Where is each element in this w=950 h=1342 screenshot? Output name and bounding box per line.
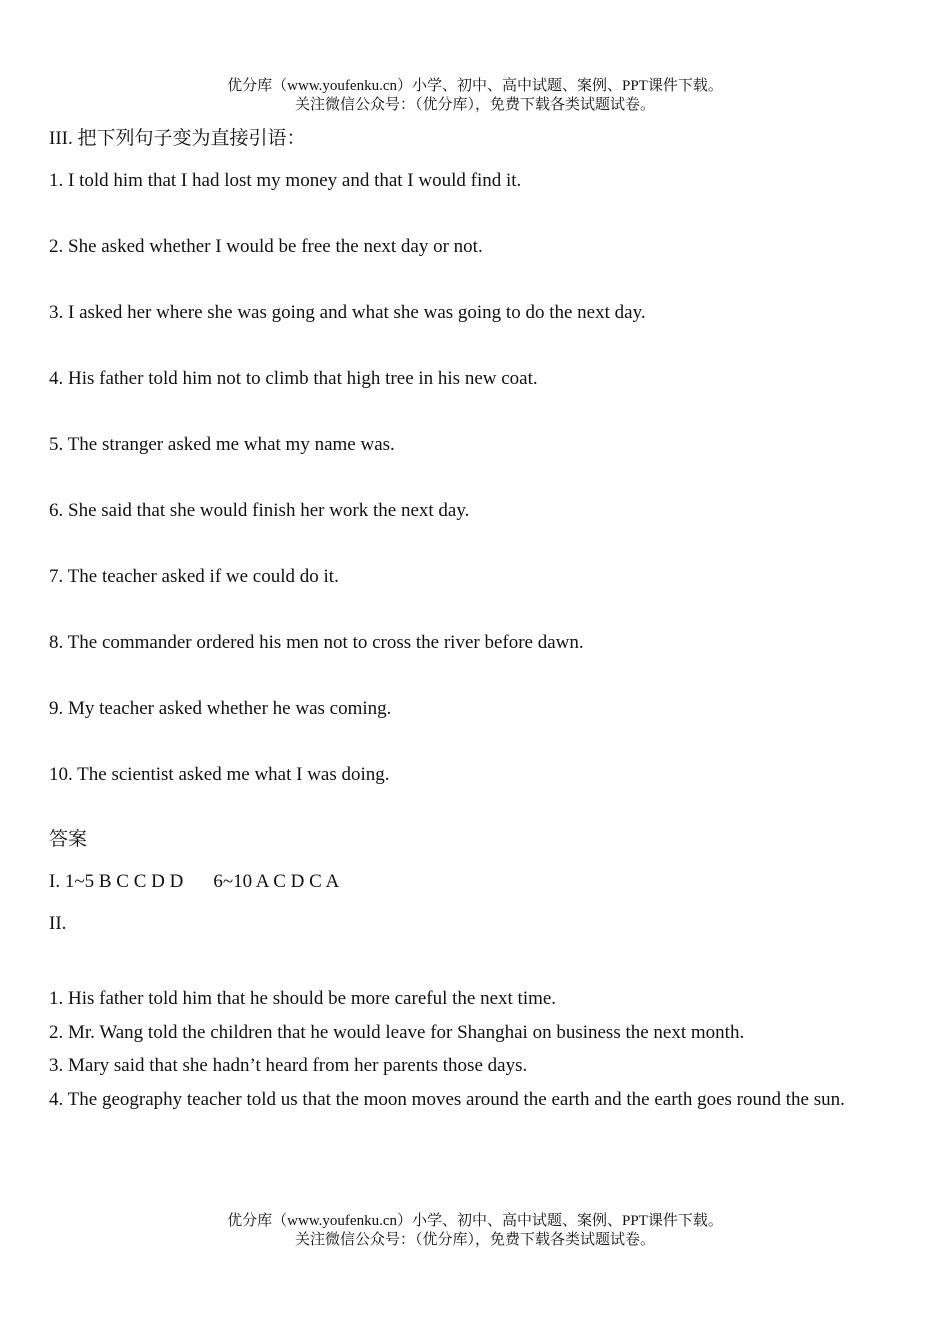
answer-item: 2. Mr. Wang told the children that he would leave for Shanghai on business the next month. <box>49 1021 745 1043</box>
answer-item: 3. Mary said that she hadn’t heard from her parents those days. <box>49 1055 528 1076</box>
header-line-1: 优分库（www.youfenku.cn）小学、初中、高中试题、案例、PPT课件下载。 <box>227 78 723 94</box>
header-line-2: 关注微信公众号：（优分库），免费下载各类试题试卷。 <box>294 97 655 113</box>
answers-part1-first: I. 1~5 B C C D D <box>49 871 184 892</box>
question-item: 1. I told him that I had lost my money and that I would find it. <box>49 170 522 191</box>
question-list <box>49 169 899 829</box>
answers-heading: 答案 <box>49 829 88 850</box>
answer-item: 4. The geography teacher told us that the moon moves around the earth and the earth goes round the sun. <box>49 1088 845 1110</box>
question-item: 7. The teacher asked if we could do it. <box>49 566 339 587</box>
answers-part2-list <box>49 978 899 1121</box>
answer-item: 1. His father told him that he should be more careful the next time. <box>49 988 557 1009</box>
question-item: 2. She asked whether I would be free the next day or not. <box>49 236 483 257</box>
footer-line-1: 优分库（www.youfenku.cn）小学、初中、高中试题、案例、PPT课件下载。 <box>227 1213 723 1229</box>
question-item: 8. The commander ordered his men not to cross the river before dawn. <box>49 632 584 653</box>
section-title: III. 把下列句子变为直接引语： <box>49 128 306 149</box>
question-item: 6. She said that she would finish her work the next day. <box>49 500 470 521</box>
page-header <box>0 77 950 115</box>
question-item: 5. The stranger asked me what my name was. <box>49 434 395 455</box>
question-item: 3. I asked her where she was going and what she was going to do the next day. <box>49 302 646 323</box>
answers-part1 <box>49 870 899 894</box>
footer-line-2: 关注微信公众号：（优分库），免费下载各类试题试卷。 <box>294 1232 655 1248</box>
page-footer <box>0 1212 950 1250</box>
answers-part2-label: II. <box>49 913 67 934</box>
answers-part1-second: 6~10 A C D C A <box>213 871 340 892</box>
question-item: 9. My teacher asked whether he was coming. <box>49 698 392 719</box>
question-item: 10. The scientist asked me what I was doing. <box>49 764 390 785</box>
document-body <box>49 127 899 1121</box>
question-item: 4. His father told him not to climb that high tree in his new coat. <box>49 368 538 389</box>
